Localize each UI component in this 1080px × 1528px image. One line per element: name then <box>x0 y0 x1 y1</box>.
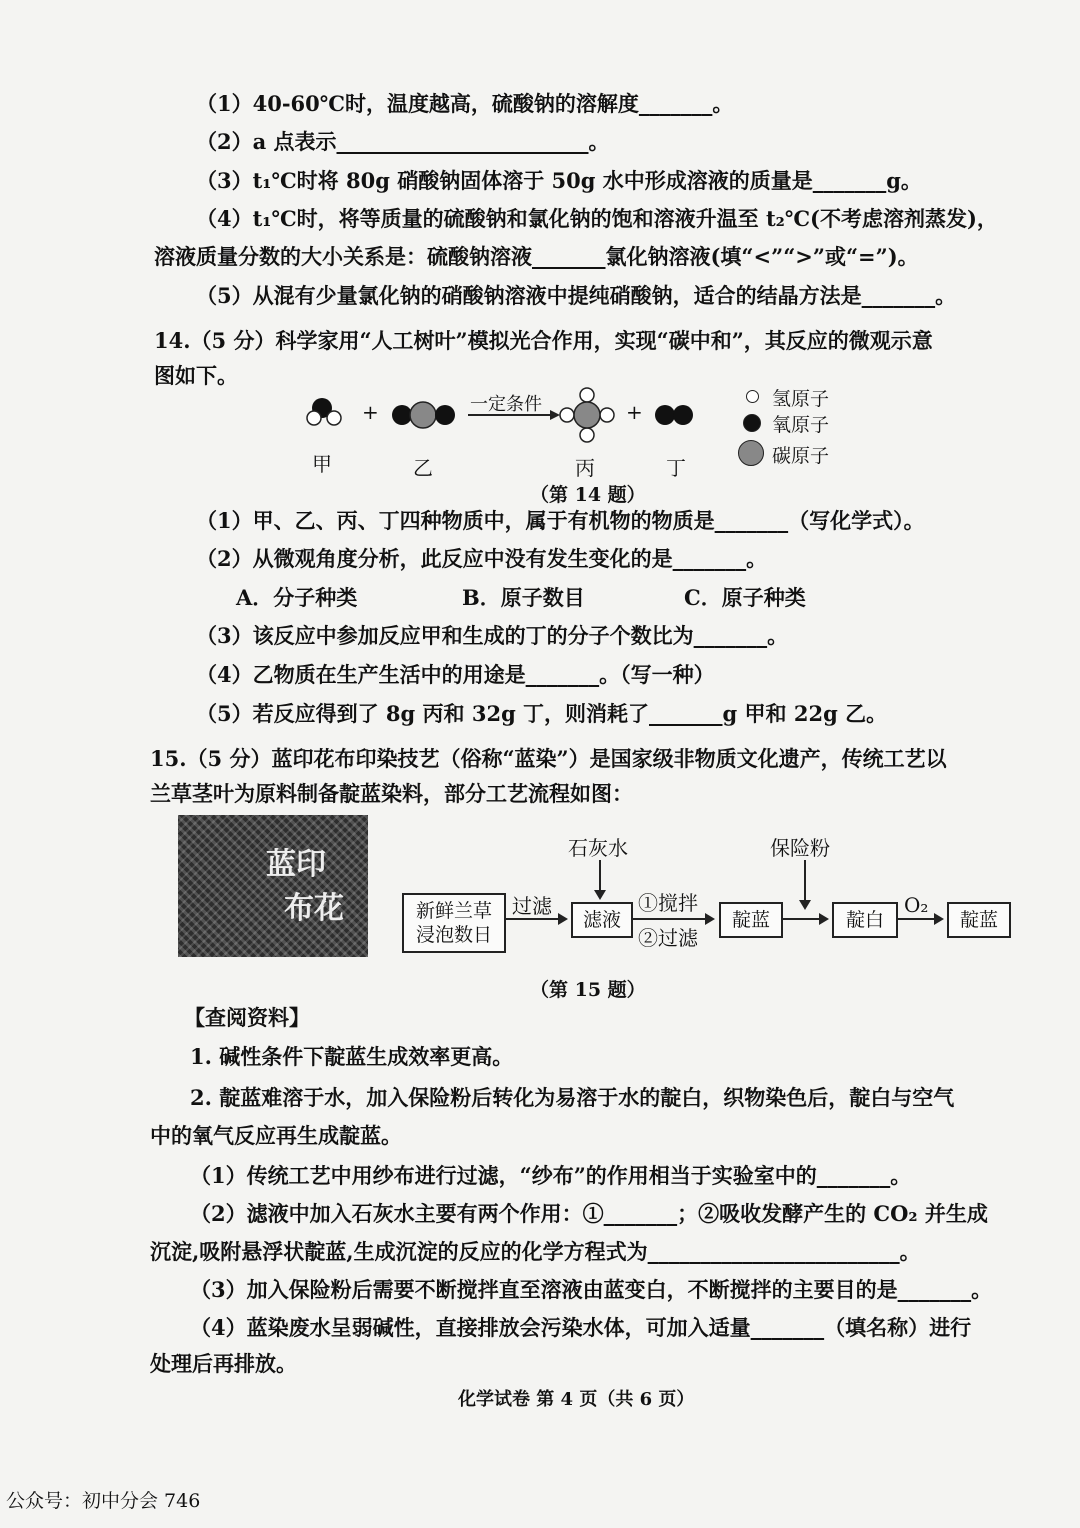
flow-arrow-4 <box>898 918 942 920</box>
label-ding: 丁 <box>666 456 686 480</box>
q14-sub-2: （2）从微观角度分析，此反应中没有发生变化的是_______。 <box>196 546 768 571</box>
flow-arrow-3 <box>783 918 827 920</box>
flow-box-leuco-indigo-text: 靛白 <box>845 909 884 931</box>
flow-box-fresh-grass-line2: 浸泡数日 <box>415 924 492 946</box>
q13-line-1: （1）40-60℃时，温度越高，硫酸钠的溶解度_______。 <box>196 91 734 116</box>
q14-sub-5: （5）若反应得到了 8g 丙和 32g 丁，则消耗了_______g 甲和 22g 乙。 <box>196 701 888 726</box>
flow-label-stir: ①搅拌 <box>638 891 698 915</box>
label-bing: 丙 <box>575 456 595 480</box>
q15-sub-2b: 沉淀,吸附悬浮状靛蓝,生成沉淀的反应的化学方程式为________________________。 <box>150 1239 921 1264</box>
q15-stem-1: 15.（5 分）蓝印花布印染技艺（俗称“蓝染”）是国家级非物质文化遗产，传统工艺以 <box>150 746 947 771</box>
photo-text-2: 布花 <box>284 891 344 926</box>
legend-oxygen: 氧原子 <box>772 414 830 436</box>
flow-box-fresh-grass <box>402 893 506 953</box>
q14-stem-1: 14.（5 分）科学家用“人工树叶”模拟光合作用，实现“碳中和”，其反应的微观示意 <box>154 328 933 353</box>
ref-2a: 2. 靛蓝难溶于水，加入保险粉后转化为易溶于水的靛白，织物染色后，靛白与空气 <box>190 1085 955 1110</box>
plus-sign-1: + <box>362 400 379 424</box>
q13-line-4: （4）t₁℃时，将等质量的硫酸钠和氯化钠的饱和溶液升温至 t₂℃(不考虑溶剂蒸发)， <box>196 206 998 231</box>
molecule-bing <box>560 388 614 442</box>
q14-option-b: B．原子数目 <box>462 585 585 610</box>
flow-arrow-limewater <box>599 860 601 898</box>
flow-box-filtrate-text: 滤液 <box>582 909 621 931</box>
figure-15-caption: （第 15 题） <box>530 979 646 1001</box>
flow-label-oxygen: O₂ <box>904 893 929 917</box>
photo-text-1: 蓝印 <box>266 847 326 882</box>
q14-sub-4: （4）乙物质在生产生活中的用途是_______。（写一种） <box>196 662 715 687</box>
legend-hydrogen: 氢原子 <box>772 388 830 410</box>
q15-sub-1: （1）传统工艺中用纱布进行过滤，“纱布”的作用相当于实验室中的_______。 <box>190 1163 912 1188</box>
flow-box-indigo-text: 靛蓝 <box>731 909 770 931</box>
watermark: 公众号：初中分会 746 <box>6 1490 201 1512</box>
page-footer: 化学试卷 第 4 页（共 6 页） <box>458 1389 695 1410</box>
q13-line-5: 溶液质量分数的大小关系是：硫酸钠溶液_______氯化钠溶液(填“<”“>”或“=”)。 <box>154 244 919 269</box>
molecule-yi <box>392 402 455 428</box>
flow-box-leuco-indigo <box>832 902 898 938</box>
q15-sub-4a: （4）蓝染废水呈弱碱性，直接排放会污染水体，可加入适量_______（填名称）进行 <box>190 1315 972 1340</box>
q13-line-2: （2）a 点表示________________________。 <box>196 129 610 154</box>
q15-stem-2: 兰草茎叶为原料制备靛蓝染料，部分工艺流程如图： <box>150 781 633 806</box>
q15-sub-3: （3）加入保险粉后需要不断搅拌直至溶液由蓝变白，不断搅拌的主要目的是_______。 <box>190 1277 993 1302</box>
figure-14-caption: （第 14 题） <box>530 484 646 506</box>
flow-box-indigo-final-text: 靛蓝 <box>959 909 998 931</box>
flow-label-filter: 过滤 <box>512 894 552 918</box>
flow-box-indigo-final <box>947 902 1011 938</box>
molecule-jia <box>307 398 341 425</box>
flow-box-filtrate <box>571 902 633 938</box>
flow-box-indigo <box>719 902 783 938</box>
q13-line-3: （3）t₁℃时将 80g 硝酸钠固体溶于 50g 水中形成溶液的质量是_______g。 <box>196 168 922 193</box>
hydrogen-legend-icon <box>746 390 759 403</box>
flow-arrow-powder <box>804 860 806 908</box>
ref-2b: 中的氧气反应再生成靛蓝。 <box>150 1123 402 1148</box>
flow-label-powder: 保险粉 <box>770 836 830 860</box>
q14-option-a: A．分子种类 <box>236 585 358 610</box>
blue-print-cloth-photo <box>178 815 368 957</box>
q13-line-6: （5）从混有少量氯化钠的硝酸钠溶液中提纯硝酸钠，适合的结晶方法是_______。 <box>196 283 957 308</box>
ref-title: 【查阅资料】 <box>184 1005 310 1030</box>
oxygen-legend-icon <box>743 414 761 432</box>
plus-sign-2: + <box>626 400 643 424</box>
q15-sub-4b: 处理后再排放。 <box>150 1351 297 1376</box>
q14-sub-3: （3）该反应中参加反应甲和生成的丁的分子个数比为_______。 <box>196 623 789 648</box>
molecule-ding <box>655 405 693 425</box>
flow-label-filter-2: ②过滤 <box>638 926 698 950</box>
ref-1: 1. 碱性条件下靛蓝生成效率更高。 <box>190 1044 514 1069</box>
condition-label: 一定条件 <box>470 394 542 415</box>
carbon-legend-icon <box>738 440 764 466</box>
label-jia: 甲 <box>312 452 332 476</box>
legend-carbon: 碳原子 <box>772 445 830 467</box>
label-yi: 乙 <box>413 456 433 480</box>
flow-box-fresh-grass-line1: 新鲜兰草 <box>415 900 492 922</box>
flow-arrow-2 <box>633 918 713 920</box>
q14-option-c: C．原子种类 <box>684 585 806 610</box>
q15-sub-2a: （2）滤液中加入石灰水主要有两个作用：①_______；②吸收发酵产生的 CO₂ 并生成 <box>190 1201 988 1226</box>
q14-stem-2: 图如下。 <box>154 363 238 388</box>
q14-sub-1: （1）甲、乙、丙、丁四种物质中，属于有机物的物质是_______（写化学式）。 <box>196 508 925 533</box>
flow-label-limewater: 石灰水 <box>568 836 628 860</box>
